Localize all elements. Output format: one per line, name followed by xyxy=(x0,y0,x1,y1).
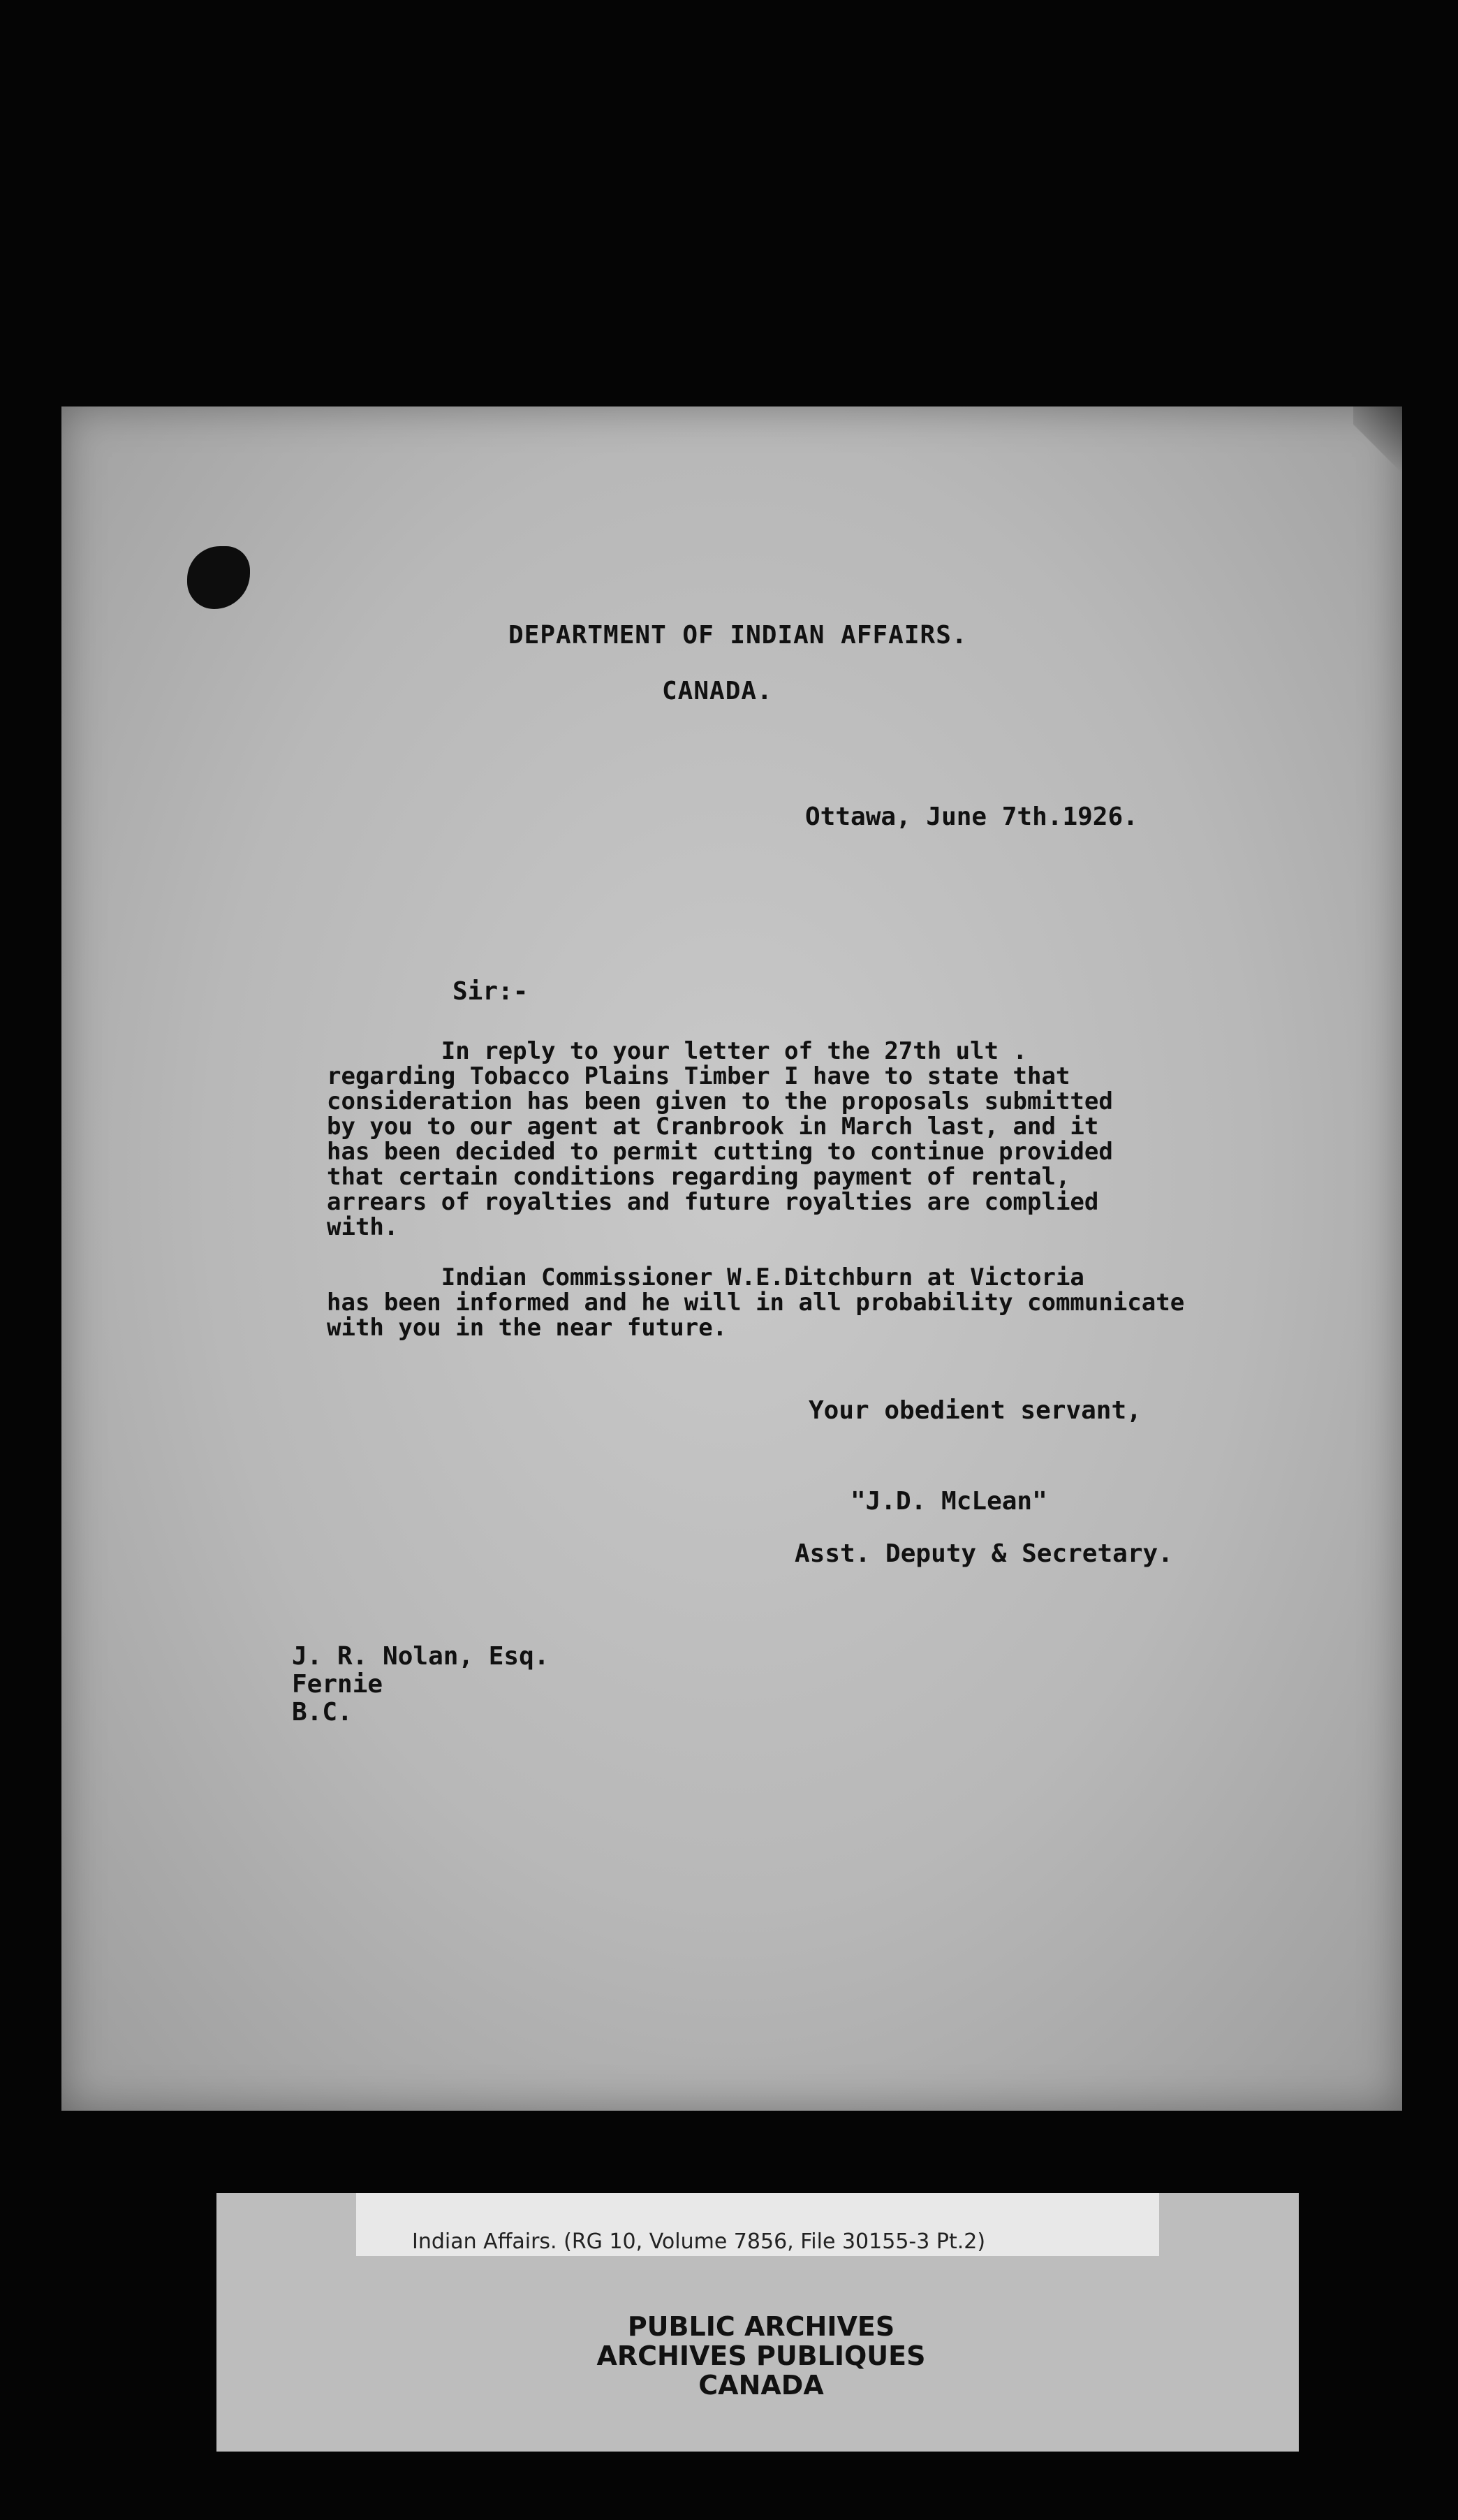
letter-country: CANADA. xyxy=(662,677,773,705)
letter-body: In reply to your letter of the 27th ult . regarding Tobacco Plains Timber I have to state that consideration has been given to the proposals submitted by you to our agent at Cranbrook in March last, and it has been decided to permit cutting to continue provided that certain conditions regarding payment of rental, arrears of royalties and future royalties are complied with. Indian Commissioner W.E.Ditchburn at Victoria has been informed and he will in all probability communicate with you in the near future. xyxy=(327,1037,1185,1342)
archive-stamp xyxy=(566,2312,957,2400)
stamp-line-1: PUBLIC ARCHIVES xyxy=(627,2311,895,2342)
folded-corner xyxy=(1353,406,1402,504)
letter-date: Ottawa, June 7th.1926. xyxy=(805,803,1138,831)
letter-salutation: Sir:- xyxy=(452,977,529,1006)
ink-blot xyxy=(187,546,250,609)
letter-addressee: J. R. Nolan, Esq. Fernie B.C. xyxy=(292,1642,550,1727)
signatory-title: Asst. Deputy & Secretary. xyxy=(795,1539,1173,1568)
stamp-line-3: CANADA xyxy=(698,2370,824,2401)
stamp-line-2: ARCHIVES PUBLIQUES xyxy=(596,2340,926,2371)
letter-heading: DEPARTMENT OF INDIAN AFFAIRS. xyxy=(508,621,968,650)
letter-signature: "J.D. McLean" xyxy=(850,1487,1047,1516)
archive-reference: Indian Affairs. (RG 10, Volume 7856, File 30155-3 Pt.2) xyxy=(412,2229,986,2254)
letter-sheet xyxy=(61,406,1402,2111)
letter-closing: Your obedient servant, xyxy=(809,1396,1142,1425)
